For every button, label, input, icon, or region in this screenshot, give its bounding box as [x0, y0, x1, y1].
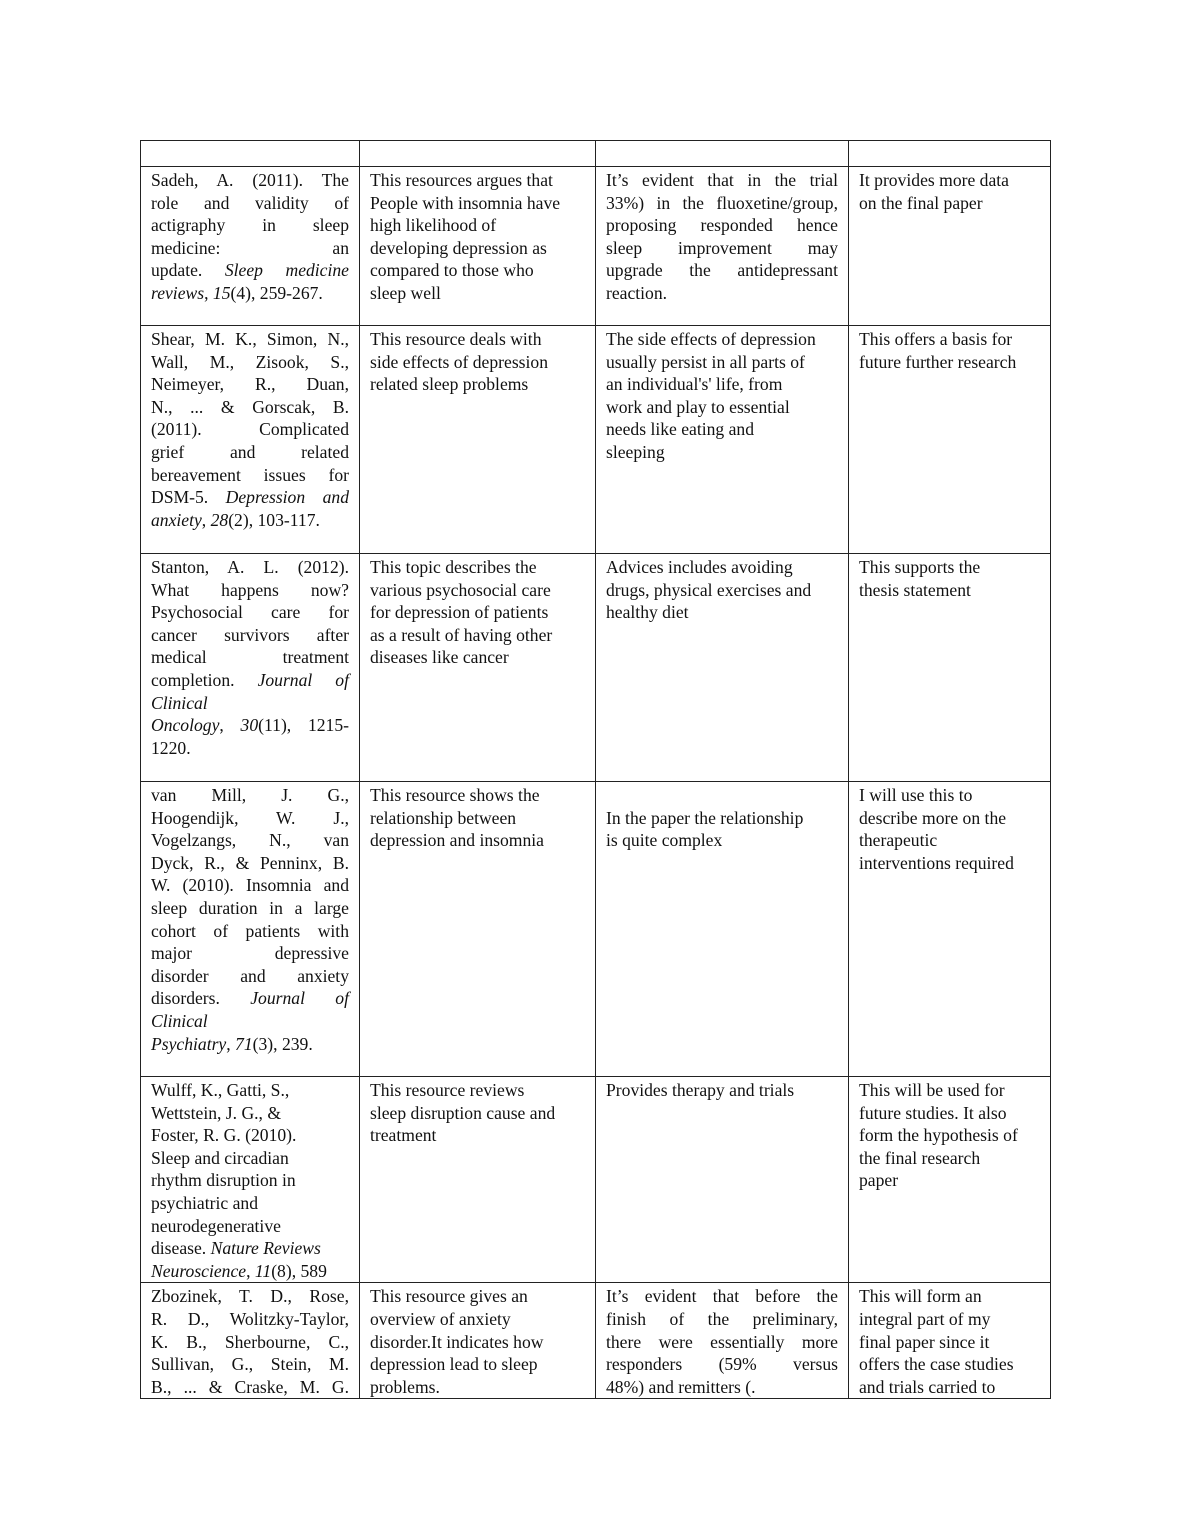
- text-line: bereavement issues for: [151, 464, 349, 485]
- italic-text: 71: [235, 1033, 253, 1054]
- text-line: 1220.: [151, 737, 191, 758]
- text-line: the final research: [859, 1147, 981, 1168]
- text-line: medicine: an: [151, 237, 349, 258]
- text-line: sleep improvement may: [606, 237, 838, 258]
- text-line: Oncology, 30(11), 1215-: [151, 715, 349, 736]
- italic-text: Clinical: [151, 1010, 208, 1031]
- italic-text: reviews: [151, 282, 205, 303]
- italic-text: Psychiatry: [151, 1033, 227, 1054]
- cell-findings: [596, 1283, 849, 1399]
- text-line: overview of anxiety: [370, 1308, 511, 1329]
- text-line: integral part of my: [859, 1308, 991, 1329]
- cell-findings: [596, 782, 849, 1077]
- text-line: related sleep problems: [370, 374, 529, 395]
- cell-usefulness: [849, 1283, 1051, 1399]
- text-line: drugs, physical exercises and: [606, 579, 812, 600]
- text-line: healthy diet: [606, 602, 689, 623]
- text-line: Provides therapy and trials: [606, 1080, 795, 1100]
- text-line: sleep disruption cause and: [370, 1102, 556, 1123]
- text-line: relationship between: [370, 807, 517, 828]
- text-line: What happens now?: [151, 579, 349, 600]
- italic-text: Depression and: [225, 487, 349, 508]
- cell-summary: [360, 1077, 596, 1283]
- cell-findings: [596, 1077, 849, 1283]
- text-line: It’s evident that in the trial: [606, 170, 838, 190]
- text-line: [151, 692, 349, 715]
- table-row: [141, 782, 1051, 1077]
- text-line: completion. Journal of: [151, 669, 349, 690]
- text-line: diseases like cancer: [370, 647, 509, 668]
- text-line: Shear, M. K., Simon, N.,: [151, 329, 349, 349]
- text-line: DSM-5. Depression and: [151, 487, 349, 508]
- italic-text: 11: [254, 1260, 272, 1281]
- italic-text: Neuroscience: [151, 1260, 247, 1281]
- text-line: finish of the preliminary,: [606, 1308, 838, 1329]
- text-line: disorders. Journal of: [151, 988, 349, 1009]
- italic-text: Sleep medicine: [224, 260, 349, 281]
- text-line: Hoogendijk, W. J.,: [151, 807, 349, 828]
- text-line: Neuroscience, 11(8), 589: [151, 1260, 327, 1281]
- text-line: update. Sleep medicine: [151, 260, 349, 281]
- text-line: Psychosocial care for: [151, 602, 349, 623]
- text-line: compared to those who: [370, 260, 534, 281]
- italic-text: Journal of: [250, 988, 349, 1009]
- table-row: [141, 326, 1051, 554]
- text-line: major depressive: [151, 943, 349, 964]
- text-line: reaction.: [606, 282, 668, 303]
- text-line: various psychosocial care: [370, 579, 551, 600]
- text-line: K. B., Sherbourne, C.,: [151, 1331, 349, 1352]
- text-line: 48%) and remitters (.: [606, 1376, 756, 1397]
- cell-citation: [141, 326, 360, 554]
- text-line: This resource gives an: [370, 1286, 528, 1307]
- text-line: on the final paper: [859, 192, 983, 213]
- text-line: W. (2010). Insomnia and: [151, 875, 349, 896]
- text-line: [151, 1010, 349, 1033]
- text-line: disease. Nature Reviews: [151, 1238, 321, 1259]
- cell-citation: [141, 141, 360, 167]
- italic-text: 30: [240, 715, 259, 736]
- text-line: final paper since it: [859, 1331, 990, 1352]
- cell-usefulness: [849, 1077, 1051, 1283]
- text-line: side effects of depression: [370, 351, 548, 372]
- text-line: Neimeyer, R., Duan,: [151, 374, 349, 395]
- text-line: psychiatric and: [151, 1192, 258, 1213]
- text-line: usually persist in all parts of: [606, 351, 805, 372]
- cell-usefulness: [849, 326, 1051, 554]
- italic-text: Clinical: [151, 692, 208, 713]
- cell-findings: [596, 167, 849, 326]
- text-line: medical treatment: [151, 647, 349, 668]
- text-line: This supports the: [859, 557, 981, 577]
- text-line: Stanton, A. L. (2012).: [151, 557, 349, 577]
- text-line: disorder.It indicates how: [370, 1331, 544, 1352]
- table-row: [141, 1077, 1051, 1283]
- cell-findings: [596, 554, 849, 782]
- cell-summary: [360, 554, 596, 782]
- cell-citation: [141, 554, 360, 782]
- text-line: rhythm disruption in: [151, 1170, 296, 1191]
- cell-citation: [141, 782, 360, 1077]
- text-line: work and play to essential: [606, 396, 790, 417]
- text-line: neurodegenerative: [151, 1215, 281, 1236]
- text-line: R. D., Wolitzky-Taylor,: [151, 1308, 349, 1329]
- text-line: sleep duration in a large: [151, 897, 349, 918]
- italic-text: Oncology: [151, 715, 220, 736]
- text-line: future further research: [859, 351, 1017, 372]
- text-line: anxiety, 28(2), 103-117.: [151, 509, 320, 530]
- text-line: I will use this to: [859, 785, 973, 805]
- cell-citation: [141, 1077, 360, 1283]
- text-line: disorder and anxiety: [151, 965, 349, 986]
- text-line: This will form an: [859, 1286, 982, 1307]
- cell-summary: [360, 167, 596, 326]
- cell-summary: [360, 782, 596, 1077]
- text-line: Sleep and circadian: [151, 1147, 289, 1168]
- text-line: needs like eating and: [606, 419, 755, 440]
- text-line: cohort of patients with: [151, 920, 349, 941]
- text-line: Foster, R. G. (2010).: [151, 1125, 297, 1146]
- italic-text: Journal of: [257, 669, 349, 690]
- cell-usefulness: [849, 141, 1051, 167]
- text-line: This will be used for: [859, 1080, 1005, 1100]
- text-line: cancer survivors after: [151, 624, 349, 645]
- text-line: In the paper the relationship: [606, 807, 804, 828]
- text-line: depression and insomnia: [370, 830, 544, 851]
- text-line: and trials carried to: [859, 1376, 996, 1397]
- text-line: as a result of having other: [370, 624, 553, 645]
- text-line: Zbozinek, T. D., Rose,: [151, 1286, 349, 1307]
- cell-summary: [360, 1283, 596, 1399]
- cell-citation: [141, 1283, 360, 1399]
- text-line: The side effects of depression: [606, 329, 816, 349]
- text-line: future studies. It also: [859, 1102, 1007, 1123]
- cell-citation: [141, 167, 360, 326]
- text-line: N., ... & Gorscak, B.: [151, 396, 349, 417]
- text-line: 33%) in the fluoxetine/group,: [606, 192, 838, 213]
- text-line: Sullivan, G., Stein, M.: [151, 1354, 349, 1375]
- italic-text: 28: [210, 509, 229, 530]
- cell-usefulness: [849, 554, 1051, 782]
- text-line: It’s evident that before the: [606, 1286, 838, 1307]
- cell-usefulness: [849, 167, 1051, 326]
- text-line: therapeutic: [859, 830, 938, 851]
- text-line: actigraphy in sleep: [151, 215, 349, 236]
- text-line: upgrade the antidepressant: [606, 260, 838, 281]
- text-line: (2011). Complicated: [151, 419, 349, 440]
- text-line: This resources argues that: [370, 170, 553, 190]
- text-line: is quite complex: [606, 830, 723, 851]
- text-line: Dyck, R., & Penninx, B.: [151, 852, 349, 873]
- cell-usefulness: [849, 782, 1051, 1077]
- text-line: high likelihood of: [370, 215, 497, 236]
- cell-findings: [596, 326, 849, 554]
- text-line: reviews, 15(4), 259-267.: [151, 282, 323, 303]
- cell-summary: [360, 141, 596, 167]
- text-line: developing depression as: [370, 237, 547, 258]
- text-line: It provides more data: [859, 170, 1009, 190]
- text-line: responders (59% versus: [606, 1354, 838, 1375]
- text-line: This resource deals with: [370, 329, 542, 349]
- text-line: offers the case studies: [859, 1354, 1014, 1375]
- text-line: treatment: [370, 1125, 437, 1146]
- text-line: an individual's' life, from: [606, 374, 783, 395]
- text-line: describe more on the: [859, 807, 1007, 828]
- table-row: [141, 554, 1051, 782]
- text-line: thesis statement: [859, 579, 971, 600]
- text-line: Advices includes avoiding: [606, 557, 793, 577]
- text-line: This offers a basis for: [859, 329, 1013, 349]
- text-line: People with insomnia have: [370, 192, 561, 213]
- text-line: interventions required: [859, 852, 1014, 873]
- text-line: paper: [859, 1170, 899, 1191]
- text-line: van Mill, J. G.,: [151, 785, 349, 805]
- text-line: depression lead to sleep: [370, 1354, 538, 1375]
- text-line: This resource reviews: [370, 1080, 525, 1100]
- table-row: [141, 1283, 1051, 1399]
- text-line: Wulff, K., Gatti, S.,: [151, 1080, 290, 1100]
- table-row: [141, 167, 1051, 326]
- text-line: sleeping: [606, 441, 665, 462]
- italic-text: anxiety: [151, 509, 202, 530]
- italic-text: 15: [212, 282, 231, 303]
- table-header-row: [141, 141, 1051, 167]
- text-line: proposing responded hence: [606, 215, 838, 236]
- cell-findings: [596, 141, 849, 167]
- text-line: Wettstein, J. G., &: [151, 1102, 282, 1123]
- text-line: Sadeh, A. (2011). The: [151, 170, 349, 190]
- text-line: Vogelzangs, N., van: [151, 830, 349, 851]
- cell-summary: [360, 326, 596, 554]
- text-line: problems.: [370, 1376, 440, 1397]
- text-line: sleep well: [370, 282, 441, 303]
- text-line: This topic describes the: [370, 557, 537, 577]
- text-line: Psychiatry, 71(3), 239.: [151, 1033, 313, 1054]
- text-line: Wall, M., Zisook, S.,: [151, 351, 349, 372]
- italic-text: Nature Reviews: [210, 1238, 321, 1259]
- text-line: there were essentially more: [606, 1331, 838, 1352]
- text-line: grief and related: [151, 441, 349, 462]
- text-line: role and validity of: [151, 192, 349, 213]
- text-line: form the hypothesis of: [859, 1125, 1018, 1146]
- text-line: for depression of patients: [370, 602, 549, 623]
- text-line: B., ... & Craske, M. G.: [151, 1376, 349, 1397]
- text-line: [606, 784, 838, 807]
- text-line: This resource shows the: [370, 785, 540, 805]
- literature-review-table: [140, 140, 1051, 1399]
